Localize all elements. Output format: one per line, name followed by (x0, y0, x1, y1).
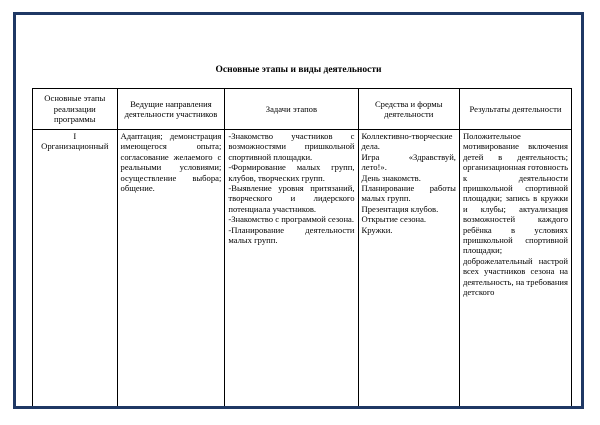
means-item: Игра «Здравствуй, лето!». (361, 151, 456, 173)
means-item: Планирование работы малых групп. (361, 183, 456, 204)
document-title: Основные этапы и виды деятельности (215, 65, 382, 75)
task-item: -Знакомство участников с возможностями пришкольной спортивной площадки. (228, 131, 355, 162)
task-item: -Знакомство с программой сезона. (228, 214, 355, 225)
directions-cell: Адаптация; демонстрация имеющегося опыта; согласование желаемого с реальными условиями; осуществление выбора; общение. (117, 130, 225, 410)
document-page (13, 12, 584, 409)
means-cell (358, 130, 459, 410)
table-header-row (33, 89, 572, 130)
stage-name: Организационный (41, 141, 109, 152)
task-item: -Выявление уровня притязаний, творческого и лидерского потенциала участников. (228, 183, 355, 214)
task-item: -Планирование деятельности малых групп. (228, 224, 355, 246)
tasks-cell (225, 130, 358, 410)
table-row (33, 130, 572, 410)
header-tasks: Задачи этапов (225, 89, 358, 130)
means-item: Открытие сезона. (361, 214, 427, 225)
means-item: Кружки. (361, 224, 393, 235)
stage-number: I (73, 131, 77, 141)
task-item: -Формирование малых групп, клубов, творческих групп. (228, 162, 355, 183)
means-item: День знакомств. (361, 172, 421, 183)
results-cell: Положительное мотивирование включения детей в деятельность; организационная готовность к деятельности пришкольной спортивной площадки; запись в кружки и клубы; актуализация возможностей каждого ребёнка в условиях пришкольной спортивной площадки; доброжелательный настрой всех участников сезона на деятельность, на требования детского (459, 130, 571, 410)
header-means: Средства и формы деятельности (358, 89, 459, 130)
means-item: Презентация клубов. (361, 203, 439, 214)
header-stages: Основные этапы реализации программы (33, 89, 118, 130)
means-item: Коллективно-творческие дела. (361, 131, 453, 152)
stage-cell (33, 130, 118, 410)
header-directions: Ведущие направления деятельности участников (117, 89, 225, 130)
stages-table (32, 88, 572, 409)
header-results: Результаты деятельности (459, 89, 571, 130)
